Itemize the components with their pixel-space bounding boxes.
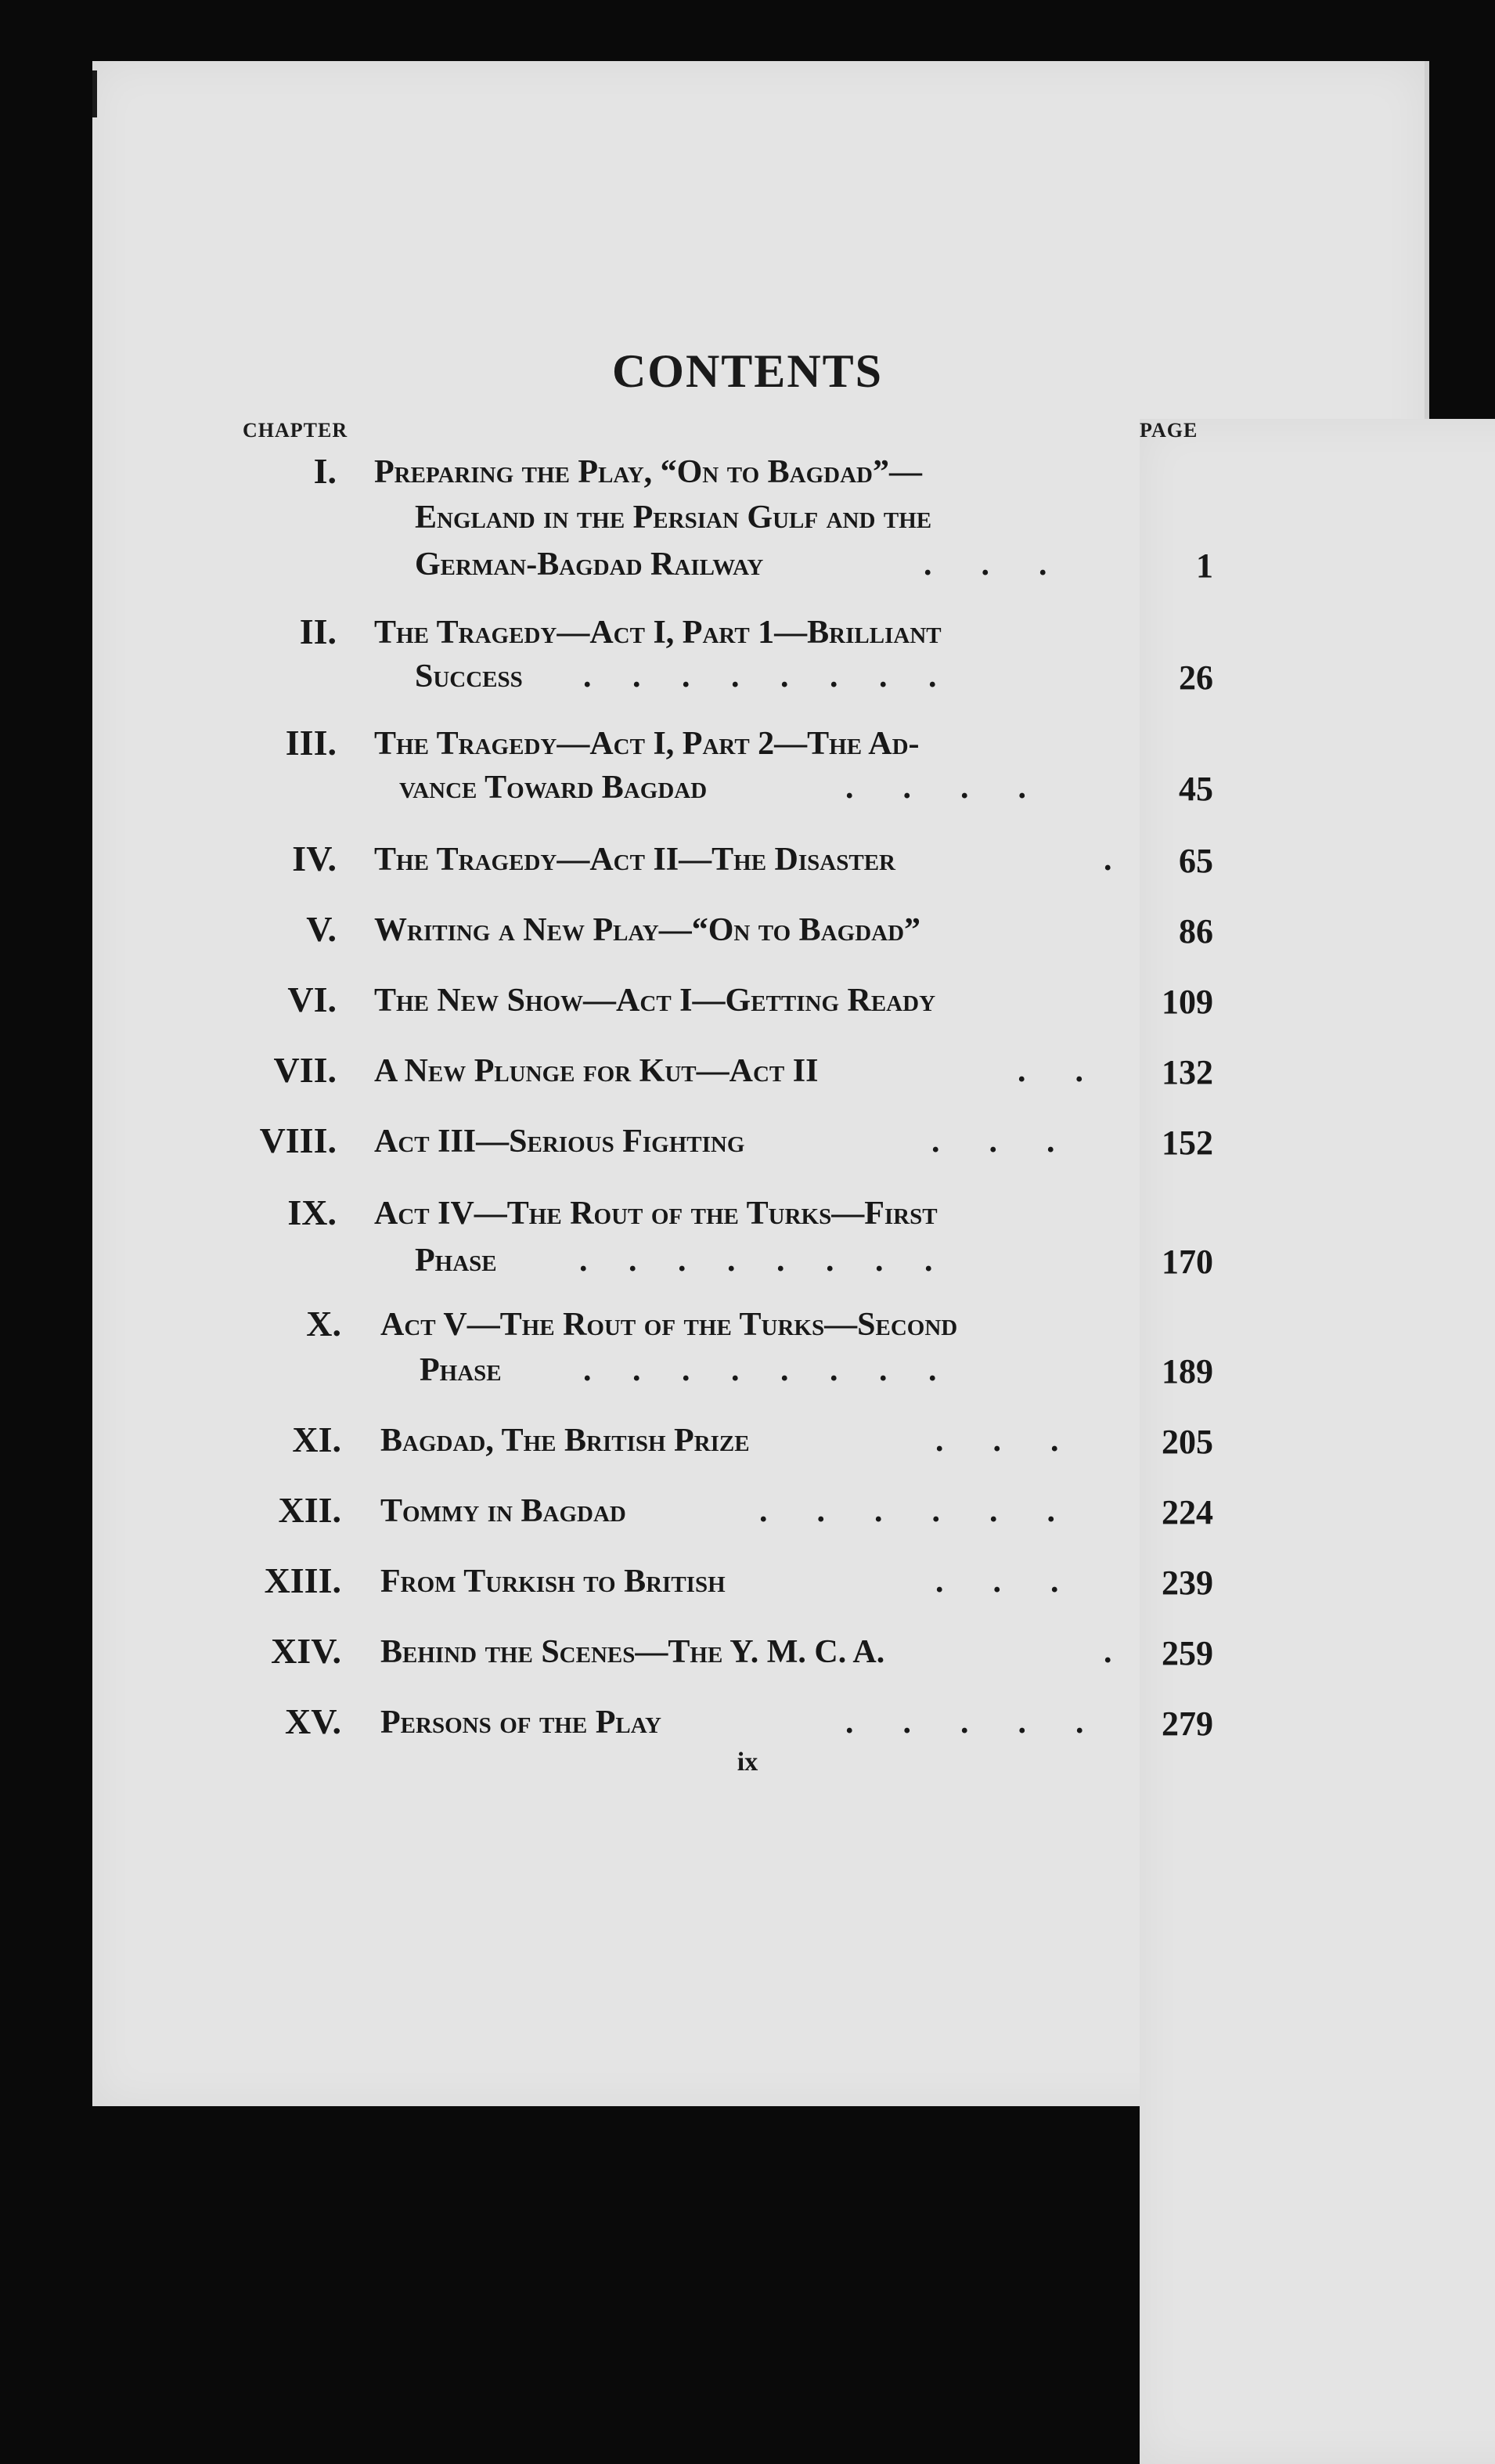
- chapter-numeral: I.: [313, 451, 337, 491]
- chapter-numeral: XIV.: [271, 1631, 341, 1671]
- leader-dots: . . . . .: [845, 1705, 1084, 1741]
- chapter-title-line: The Tragedy—Act II—The Disaster: [374, 842, 896, 878]
- leader-dots: . . . . . . . .: [579, 1243, 933, 1279]
- leader-dots: . . . .: [845, 770, 1026, 806]
- scan-mark: [92, 70, 97, 117]
- page-number: 279: [1162, 1705, 1213, 1743]
- leader-dots: . . . . . . . .: [583, 1352, 937, 1388]
- chapter-column-header: CHAPTER: [243, 419, 348, 442]
- chapter-title-line: Writing a New Play—“On to Bagdad”: [374, 912, 921, 948]
- leader-dots: . . . . . . . .: [583, 658, 937, 694]
- chapter-numeral: III.: [285, 723, 337, 763]
- page-number: 189: [1162, 1352, 1213, 1391]
- chapter-numeral: VII.: [273, 1050, 337, 1090]
- chapter-title-line: From Turkish to British: [380, 1564, 726, 1600]
- leader-dots: . . .: [935, 1423, 1059, 1459]
- chapter-title-line: Act III—Serious Fighting: [374, 1124, 745, 1160]
- page-number: 259: [1162, 1634, 1213, 1672]
- chapter-title-line: Tommy in Bagdad: [380, 1493, 626, 1529]
- chapter-numeral: XIII.: [264, 1560, 341, 1600]
- page-number: 170: [1162, 1243, 1213, 1281]
- page-number: 1: [1196, 547, 1213, 585]
- leader-dots: . . . . . .: [759, 1493, 1055, 1529]
- chapter-title-line: Success: [415, 658, 523, 694]
- chapter-numeral: IV.: [292, 839, 337, 878]
- chapter-title-line: Phase: [415, 1243, 497, 1279]
- chapter-title-line: Bagdad, The British Prize: [380, 1423, 750, 1459]
- leader-dots: . . .: [935, 1564, 1059, 1600]
- page-number: 45: [1179, 770, 1213, 808]
- leader-dots: .: [1104, 842, 1112, 878]
- chapter-title-line: The Tragedy—Act I, Part 1—Brilliant: [374, 615, 942, 651]
- chapter-numeral: V.: [306, 909, 337, 949]
- chapter-numeral: X.: [306, 1304, 341, 1344]
- chapter-numeral: IX.: [287, 1192, 337, 1232]
- page-number: 109: [1162, 983, 1213, 1021]
- page-number: 224: [1162, 1493, 1213, 1531]
- leader-dots: . . .: [931, 1124, 1055, 1160]
- chapter-title-line: The Tragedy—Act I, Part 2—The Ad-: [374, 726, 920, 762]
- chapter-title-line: Persons of the Play: [380, 1705, 661, 1741]
- chapter-title-line: Act V—The Rout of the Turks—Second: [380, 1307, 958, 1343]
- page-number: 26: [1179, 658, 1213, 697]
- chapter-title-line: Preparing the Play, “On to Bagdad”—: [374, 454, 922, 490]
- chapter-numeral: VIII.: [259, 1120, 337, 1160]
- chapter-title-line: England in the Persian Gulf and the: [415, 500, 932, 536]
- page-number: 239: [1162, 1564, 1213, 1602]
- chapter-numeral: XV.: [284, 1701, 341, 1741]
- page-column-header: PAGE: [1140, 419, 1495, 2464]
- leader-dots: .: [1104, 1634, 1112, 1670]
- chapter-title-line: Act IV—The Rout of the Turks—First: [374, 1196, 938, 1232]
- page-number: 65: [1179, 842, 1213, 880]
- leader-dots: . .: [1018, 1053, 1083, 1089]
- chapter-numeral: II.: [299, 611, 337, 651]
- chapter-numeral: VI.: [287, 979, 337, 1019]
- page-number: 132: [1162, 1053, 1213, 1091]
- page-folio: ix: [737, 1748, 758, 1777]
- chapter-numeral: XI.: [292, 1420, 341, 1459]
- chapter-numeral: XII.: [278, 1490, 341, 1530]
- chapter-title-line: vance Toward Bagdad: [399, 770, 708, 806]
- page-number: 205: [1162, 1423, 1213, 1461]
- chapter-title-line: Behind the Scenes—The Y. M. C. A.: [380, 1634, 885, 1670]
- leader-dots: . . .: [924, 547, 1047, 583]
- page-number: 152: [1162, 1124, 1213, 1162]
- page-title: CONTENTS: [611, 345, 884, 397]
- page-number: 86: [1179, 912, 1213, 951]
- chapter-title-line: German-Bagdad Railway: [415, 547, 764, 583]
- chapter-title-line: The New Show—Act I—Getting Ready: [374, 983, 936, 1019]
- chapter-title-line: A New Plunge for Kut—Act II: [374, 1053, 819, 1089]
- chapter-title-line: Phase: [420, 1352, 502, 1388]
